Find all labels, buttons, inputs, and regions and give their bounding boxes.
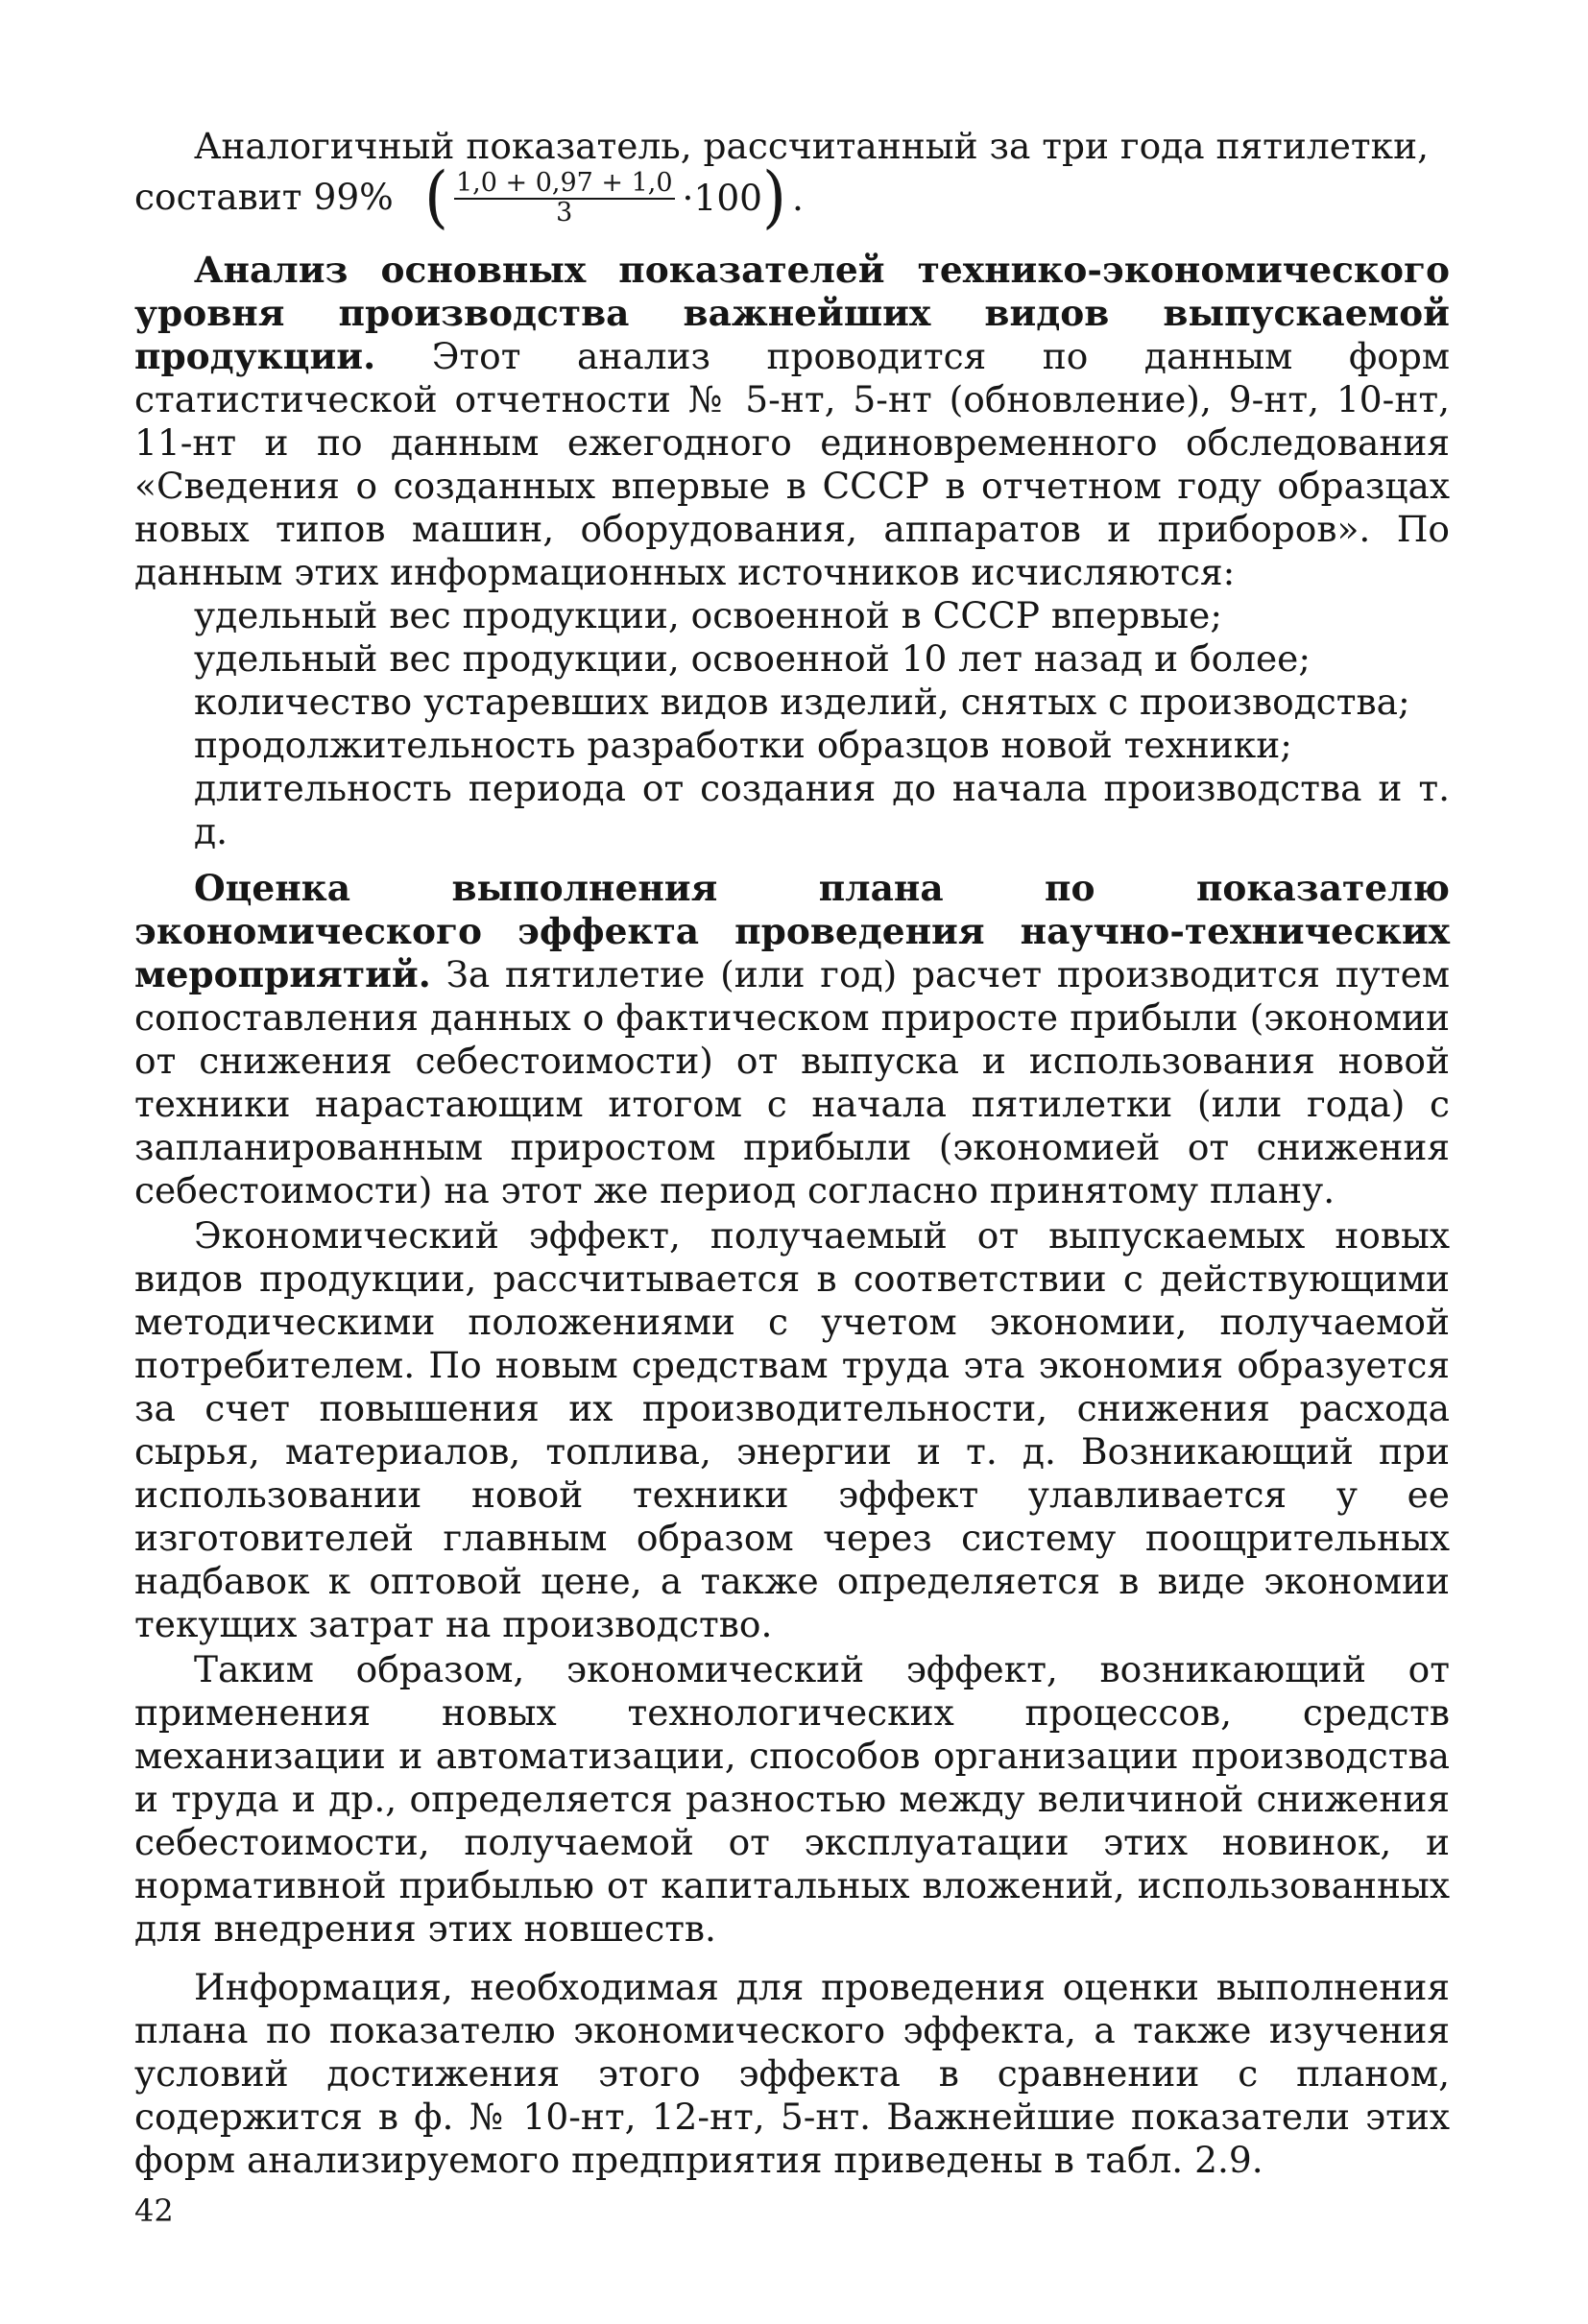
formula-open-paren: (: [424, 158, 448, 237]
formula-lead-text: составит 99%: [134, 176, 394, 218]
paragraph-analysis: [134, 249, 1450, 594]
list-item: удельный вес продукции, освоенной 10 лет назад и более;: [194, 637, 1311, 680]
formula: [424, 158, 804, 237]
paragraph-analysis-heading: Анализ основных показателей технико-экономического уровня производства важнейших видов выпускаемой продукции.: [134, 249, 1450, 377]
formula-numerator: 1,0 + 0,97 + 1,0: [455, 167, 673, 198]
paragraph-economic-effect: Экономический эффект, получаемый от выпускаемых новых видов продукции, рассчитывается в соответствии с действующими методическими положениями с учетом экономии, получаемой потребителем. По новым средствам труда эта экономия образуется за счет повышения их производительности, снижения расхода сырья, материалов, топлива, энергии и т. д. Возникающий при использовании новой техники эффект улавливается у ее изготовителей главным образом через систему поощрительных надбавок к оптовой цене, а также определяется в виде экономии текущих затрат на производство.: [134, 1214, 1450, 1645]
list-item-last: длительность периода от создания до начала производства и т. д.: [194, 767, 1450, 852]
paragraph-evaluation: [134, 867, 1450, 1212]
list-item: количество устаревших видов изделий, снятых с производства;: [194, 681, 1410, 723]
formula-fraction: [454, 167, 675, 228]
paragraph-evaluation-heading: Оценка выполнения плана по показателю экономического эффекта проведения научно-технических мероприятий.: [134, 867, 1450, 995]
paragraph-evaluation-text: За пятилетие (или год) расчет производится путем сопоставления данных о фактическом приросте прибыли (экономии от снижения себестоимости) от выпуска и использования новой техники нарастающим итогом с начала пятилетки (или года) с запланированным приростом прибыли (экономией от снижения себестоимости) на этот же период согласно принятому плану.: [134, 953, 1450, 1211]
list-item: продолжительность разработки образцов новой техники;: [194, 724, 1292, 766]
formula-multiplier: ·100: [682, 177, 763, 219]
paragraph-thus: Таким образом, экономический эффект, возникающий от применения новых технологических процессов, средств механизации и автоматизации, способов организации производства и труда и др., определяется разностью между величиной снижения себестоимости, получаемой от эксплуатации этих новинок, и нормативной прибылью от капитальных вложений, использованных для внедрения этих новшеств.: [134, 1648, 1450, 1950]
paragraph-intro-line: Аналогичный показатель, рассчитанный за три года пятилетки,: [194, 125, 1430, 167]
list-item: удельный вес продукции, освоенной в СССР впервые;: [194, 594, 1222, 636]
formula-line: [134, 158, 1450, 237]
paragraph-analysis-text: Этот анализ проводится по данным форм статистической отчетности № 5-нт, 5-нт (обновление), 9-нт, 10-нт, 11-нт и по данным ежегодного единовременного обследования «Сведения о созданных впервые в СССР в отчетном году образцах новых типов машин, оборудования, аппаратов и приборов». По данным этих информационных источников исчисляются:: [134, 335, 1450, 593]
formula-denominator: 3: [556, 197, 573, 228]
page-number: 42: [134, 2192, 174, 2229]
formula-end-period: .: [792, 177, 804, 219]
page-body: [134, 125, 1450, 2182]
paragraph-information: Информация, необходимая для проведения оценки выполнения плана по показателю экономического эффекта, а также изучения условий достижения этого эффекта в сравнении с планом, содержится в ф. № 10-нт, 12-нт, 5-нт. Важнейшие показатели этих форм анализируемого предприятия приведены в табл. 2.9.: [134, 1966, 1450, 2181]
formula-close-paren: ): [762, 158, 787, 237]
